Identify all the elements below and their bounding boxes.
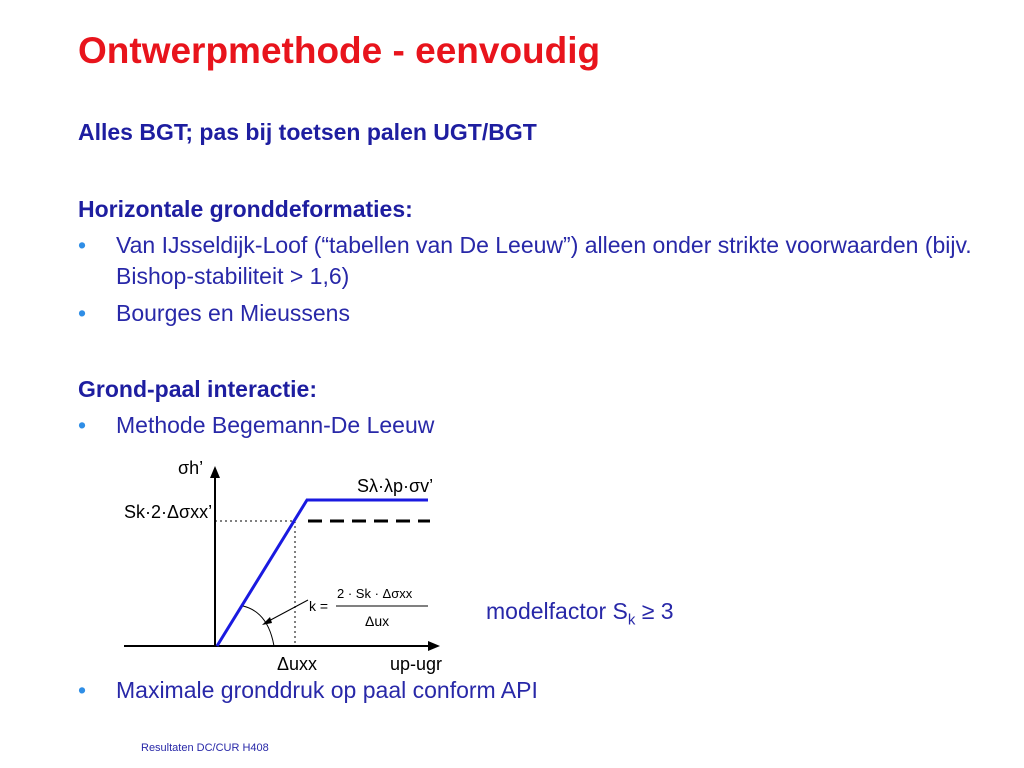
section-heading-deformaties: Horizontale gronddeformaties:: [78, 196, 413, 222]
bullet-icon: •: [78, 412, 87, 438]
x-axis-label-displacement: Δuxx: [277, 654, 318, 674]
bullet-item-api: [78, 675, 978, 706]
bullet-text: Maximale gronddruk op paal conform API: [116, 677, 538, 703]
formula-pointer-line: [265, 600, 308, 623]
x-axis-arrow-icon: [428, 641, 440, 651]
slide-title: Ontwerpmethode - eenvoudig: [78, 30, 601, 71]
section-heading-interactie: Grond-paal interactie:: [78, 376, 317, 402]
formula-denominator: Δux: [365, 613, 390, 629]
bullet-icon: •: [78, 677, 87, 703]
upper-limit-label: Sλ·λp·σv’: [357, 476, 434, 496]
bullet-icon: •: [78, 232, 87, 258]
y-axis-arrow-icon: [210, 466, 220, 478]
angle-arc: [243, 606, 274, 646]
x-axis-label-relative: up-ugr: [390, 654, 443, 674]
bullet-text: Methode Begemann-De Leeuw: [116, 412, 435, 438]
intro-line: Alles BGT; pas bij toetsen palen UGT/BGT: [78, 119, 537, 145]
bullet-text: Bourges en Mieussens: [116, 300, 350, 326]
formula-numerator: 2 · Sk · Δσxx: [337, 586, 413, 601]
bullet-icon: •: [78, 300, 87, 326]
modelfactor-text: modelfactor $S_k \ge 3$: [486, 598, 674, 629]
y-axis-label: σh’: [178, 458, 204, 478]
formula-pointer-arrow-icon: [262, 617, 272, 625]
level-label: Sk·2·Δσxx’: [124, 502, 213, 522]
bullet-text: Van IJsseldijk-Loof (“tabellen van De Leeuw”) alleen onder strikte voorwaarden (bijv. Bishop-stabiliteit > 1,6): [116, 232, 972, 289]
formula-lhs: k =: [309, 598, 329, 614]
footer-text: Resultaten DC/CUR H408: [141, 742, 269, 754]
